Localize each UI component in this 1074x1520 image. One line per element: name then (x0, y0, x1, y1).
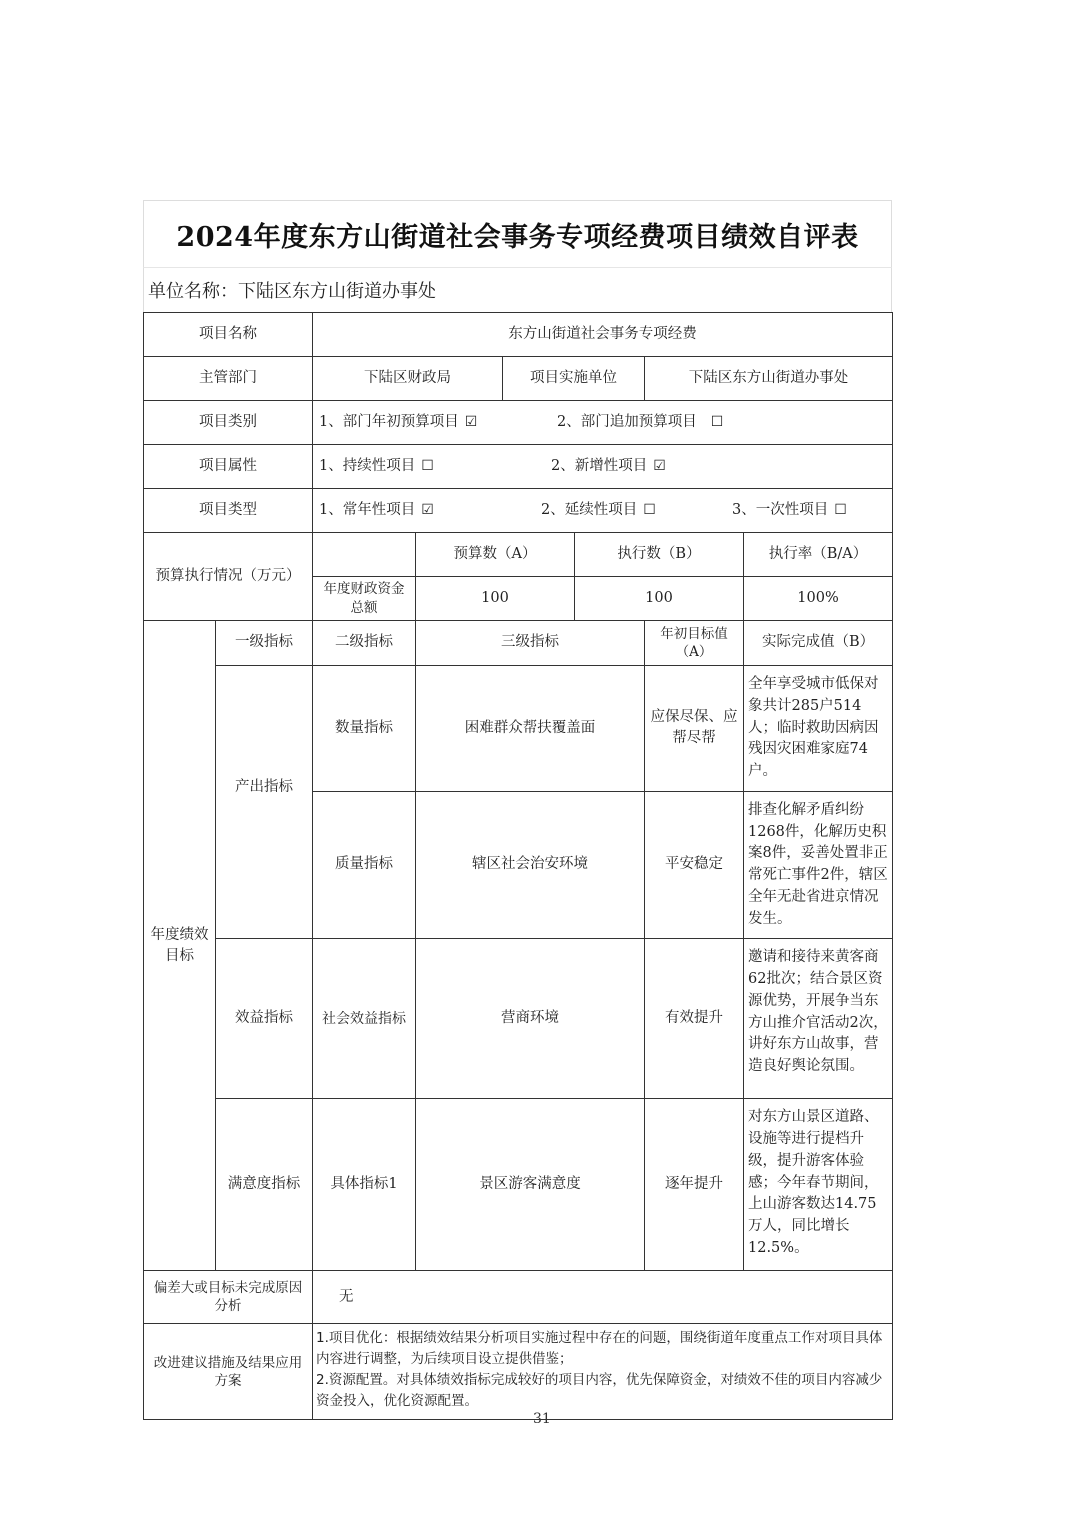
budget-label: 预算执行情况（万元） (144, 533, 313, 621)
page-title: 2024年度东方山街道社会事务专项经费项目绩效自评表 (143, 200, 892, 267)
type-label: 项目类型 (144, 489, 313, 533)
checkbox-empty-icon[interactable]: ☐ (834, 502, 847, 519)
attribute-row (144, 445, 893, 489)
type-option-2-text: 2、延续性项目 (541, 501, 638, 518)
attribute-option-2 (551, 456, 666, 477)
goal-row (144, 666, 893, 792)
type-option-3-text: 3、一次性项目 (732, 501, 829, 518)
checkbox-empty-icon[interactable]: ☐ (643, 502, 656, 519)
evaluation-sheet (143, 200, 892, 1420)
goal-target: 有效提升 (645, 939, 744, 1099)
goals-header-row (144, 621, 893, 666)
budget-header-b: 执行数（B） (575, 533, 744, 577)
goal-target: 平安稳定 (645, 791, 744, 939)
checkbox-checked-icon[interactable]: ☑ (421, 502, 434, 519)
goal-target: 逐年提升 (645, 1099, 744, 1271)
improvement-item-1: 1.项目优化：根据绩效结果分析项目实施过程中存在的问题，围绕街道年度重点工作对项目具体内容进行调整，为后续项目设立提供借鉴； (316, 1330, 883, 1368)
goal-level1-benefit: 效益指标 (216, 939, 313, 1099)
goals-header-level3: 三级指标 (416, 621, 645, 666)
category-row (144, 401, 893, 445)
budget-row-label: 年度财政资金总额 (313, 577, 416, 621)
checkbox-empty-icon[interactable]: ☐ (421, 458, 434, 475)
goal-row (144, 939, 893, 1099)
type-option-1 (319, 500, 541, 521)
budget-header-row (144, 533, 893, 577)
attribute-option-2-text: 2、新增性项目 (551, 457, 648, 474)
goal-actual: 邀请和接待来黄客商62批次；结合景区资源优势，开展争当东方山推介官活动2次，讲好东方山故事，营造良好舆论氛围。 (744, 939, 893, 1099)
goal-level2: 数量指标 (313, 666, 416, 792)
goal-actual: 全年享受城市低保对象共计285户514人；临时救助因病因残因灾困难家庭74户。 (744, 666, 893, 792)
category-option-1-text: 1、部门年初预算项目 (319, 413, 459, 430)
dept-value: 下陆区财政局 (313, 357, 503, 401)
project-name-row (144, 313, 893, 357)
goal-level1-satisfaction: 满意度指标 (216, 1099, 313, 1271)
evaluation-table (143, 312, 893, 1420)
improvement-item-2: 2.资源配置。对具体绩效指标完成较好的项目内容，优先保障资金，对绩效不佳的项目内容减少资金投入，优化资源配置。 (316, 1372, 883, 1410)
checkbox-checked-icon[interactable]: ☑ (464, 414, 478, 431)
deviation-label: 偏差大或目标未完成原因分析 (144, 1271, 313, 1324)
budget-value-a: 100 (416, 577, 575, 621)
goals-header-actual: 实际完成值（B） (744, 621, 893, 666)
type-option-2 (541, 500, 732, 521)
checkbox-checked-icon[interactable]: ☑ (653, 458, 666, 475)
budget-value-rate: 100% (744, 577, 893, 621)
goals-header-target: 年初目标值（A） (645, 621, 744, 666)
checkbox-empty-icon[interactable]: ☐ (710, 414, 724, 431)
category-option-1 (319, 412, 557, 433)
budget-empty-cell (313, 533, 416, 577)
type-option-1-text: 1、常年性项目 (319, 501, 416, 518)
goals-header-level1: 一级指标 (216, 621, 313, 666)
budget-header-a: 预算数（A） (416, 533, 575, 577)
goal-level2: 具体指标1 (313, 1099, 416, 1271)
goal-level3: 景区游客满意度 (416, 1099, 645, 1271)
goals-header-level2: 二级指标 (313, 621, 416, 666)
goal-row (144, 1099, 893, 1271)
type-row (144, 489, 893, 533)
dept-label: 主管部门 (144, 357, 313, 401)
category-option-2 (557, 412, 723, 433)
goal-level3: 营商环境 (416, 939, 645, 1099)
goal-level2: 社会效益指标 (313, 939, 416, 1099)
goal-level3: 困难群众帮扶覆盖面 (416, 666, 645, 792)
impl-unit-label: 项目实施单位 (503, 357, 645, 401)
budget-value-b: 100 (575, 577, 744, 621)
budget-header-rate: 执行率（B/A） (744, 533, 893, 577)
unit-value: 下陆区东方山街道办事处 (238, 281, 436, 302)
unit-label: 单位名称： (148, 281, 238, 302)
goal-actual: 排查化解矛盾纠纷1268件，化解历史积案8件，妥善处置非正常死亡事件2件，辖区全年无赴省进京情况发生。 (744, 791, 893, 939)
project-name-value: 东方山街道社会事务专项经费 (313, 313, 893, 357)
goal-actual: 对东方山景区道路、设施等进行提档升级，提升游客体验感；今年春节期间，上山游客数达14.75万人，同比增长12.5%。 (744, 1099, 893, 1271)
goal-level3: 辖区社会治安环境 (416, 791, 645, 939)
improvement-row (144, 1324, 893, 1420)
impl-unit-value: 下陆区东方山街道办事处 (645, 357, 893, 401)
page-number: 31 (533, 1411, 551, 1427)
goal-target: 应保尽保、应帮尽帮 (645, 666, 744, 792)
dept-row (144, 357, 893, 401)
type-option-3 (732, 500, 847, 521)
goal-level2: 质量指标 (313, 791, 416, 939)
deviation-value: 无 (313, 1271, 893, 1324)
category-option-2-text: 2、部门追加预算项目 (557, 413, 697, 430)
goals-label: 年度绩效目标 (144, 621, 216, 1271)
attribute-option-1 (319, 456, 551, 477)
project-name-label: 项目名称 (144, 313, 313, 357)
goal-level1-output: 产出指标 (216, 666, 313, 939)
attribute-option-1-text: 1、持续性项目 (319, 457, 416, 474)
deviation-row (144, 1271, 893, 1324)
improvement-label: 改进建议措施及结果应用方案 (144, 1324, 313, 1420)
unit-name-row (143, 267, 892, 312)
attribute-label: 项目属性 (144, 445, 313, 489)
category-label: 项目类别 (144, 401, 313, 445)
